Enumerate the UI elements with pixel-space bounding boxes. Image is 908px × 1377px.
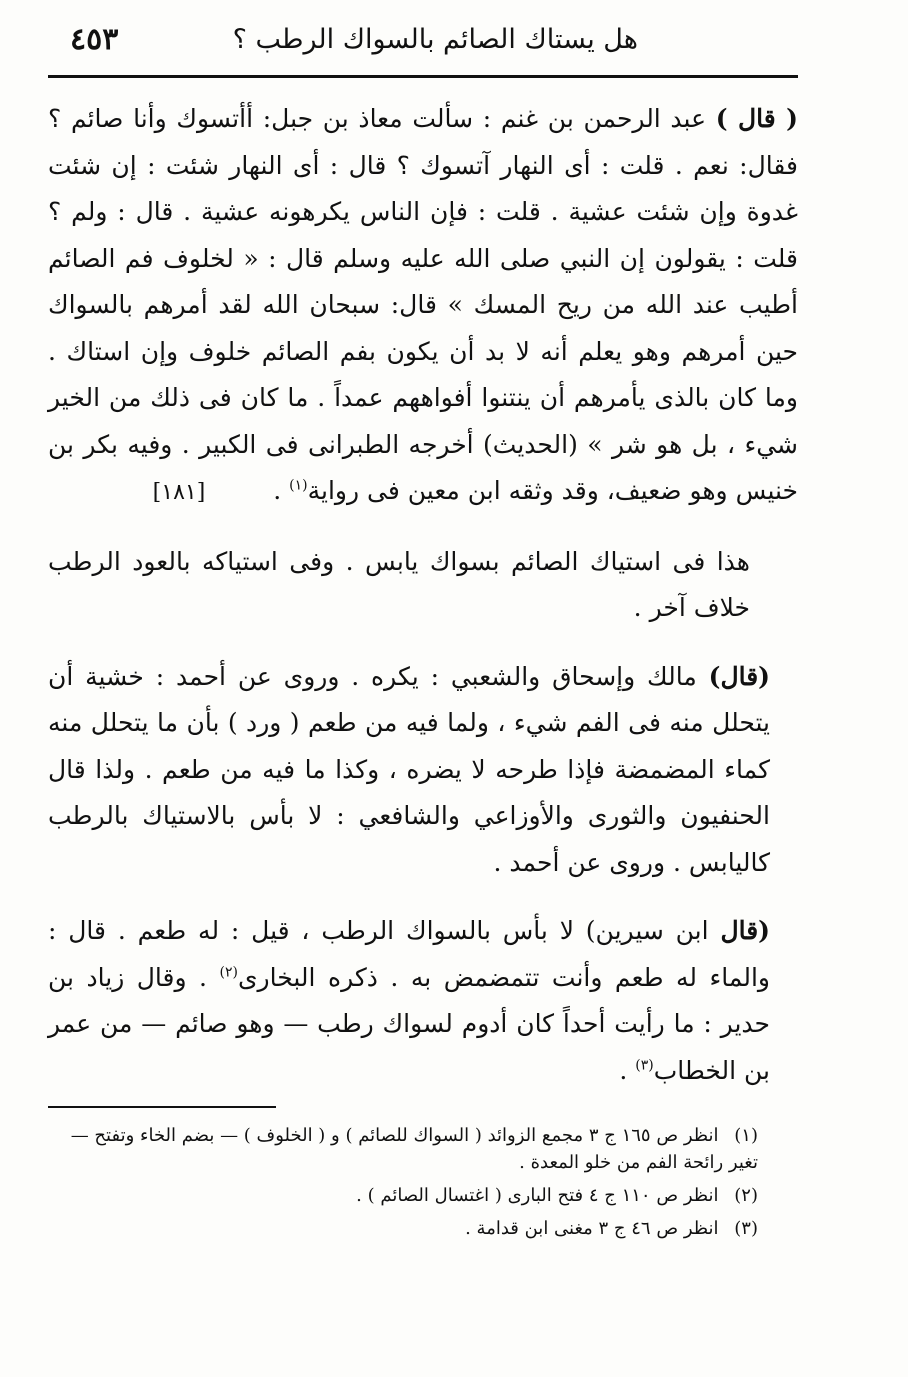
- footnote-mark[interactable]: (٣): [635, 1057, 654, 1074]
- footnotes: [48, 1122, 798, 1248]
- paragraph-tail: .: [619, 1055, 636, 1085]
- hadith-reference-number: [١٨١]: [152, 480, 206, 505]
- footnote-1: [48, 1122, 758, 1176]
- footnote-text: انظر ص ١١٠ ج ٤ فتح البارى ( اغتسال الصائم ) .: [356, 1185, 719, 1206]
- footnote-separator: [48, 1106, 276, 1108]
- paragraph-muadh-hadith: [48, 96, 798, 517]
- paragraph-lead: (قال): [708, 661, 770, 691]
- footnote-text: انظر ص ٤٦ ج ٣ مغنى ابن قدامة .: [465, 1218, 719, 1239]
- page-number: ٤٥٣: [70, 22, 119, 57]
- paragraph-tail: .: [273, 476, 290, 505]
- paragraph-text: هذا فى استياك الصائم بسواك يابس . وفى استياكه بالعود الرطب خلاف آخر .: [48, 546, 750, 622]
- footnote-number: (١): [734, 1125, 758, 1146]
- footnote-mark[interactable]: (١): [289, 477, 308, 494]
- footnote-text: انظر ص ١٦٥ ج ٣ مجمع الزوائد ( السواك للصائم ) و ( الخلوف ) — بضم الخاء وتفتح — تغير رائحة الفم من خلو المعدة .: [70, 1125, 758, 1173]
- header-rule: [48, 75, 798, 78]
- running-title: هل يستاك الصائم بالسواك الرطب ؟: [232, 24, 638, 55]
- paragraph-dry-vs-fresh: [48, 539, 798, 632]
- paragraph-lead: (قال: [720, 916, 770, 945]
- footnote-2: [48, 1182, 758, 1209]
- paragraph-ibn-sirin: [48, 908, 798, 1094]
- paragraph-text-continued: . وقال زياد بن حدير : ما رأيت أحداً كان أدوم لسواك رطب — وهو صائم — من عمر بن الخطاب: [48, 962, 770, 1085]
- footnote-number: (٣): [734, 1218, 758, 1239]
- paragraph-text: عبد الرحمن بن غنم : سألت معاذ بن جبل: أأتسوك وأنا صائم ؟ فقال: نعم . قلت : أى النهار آتسوك ؟ قال : أى النهار شئت : إن شئت غدوة وإن شئت عشية . قلت : فإن الناس يكرهونه عشية . قال : ولم ؟ قلت : يقولون إن النبي صلى الله عليه وسلم قال : « لخلوف فم الصائم أطيب عند الله من ريح المسك » قال: سبحان الله لقد أمرهم بالسواك حين أمرهم وهو يعلم أنه لا بد أن يكون بفم الصائم خلوف وإن استاك . وما كان بالذى يأمرهم أن ينتنوا أفواههم عمداً . ما كان فى ذلك من الخير شيء ، بل هو شر » (الحديث) أخرجه الطبرانى فى الكبير . وفيه بكر بن خنيس وهو ضعيف، وقد وثقه ابن معين فى رواية: [48, 104, 798, 505]
- page-header: [48, 22, 798, 68]
- paragraph-malik-opinion: [48, 654, 798, 887]
- paragraph-text: ابن سيرين) لا بأس بالسواك الرطب ، قيل : له طعم . قال : والماء له طعم وأنت تتمضمض به . ذكره البخارى: [48, 916, 770, 992]
- main-text: [48, 96, 798, 1094]
- footnote-number: (٢): [734, 1185, 758, 1206]
- paragraph-text: مالك وإسحاق والشعبي : يكره . وروى عن أحمد : خشية أن يتحلل منه فى الفم شيء ، ولما فيه من طعم ( ورد ) بأن ما يتحلل منه كماء المضمضة فإذا طرحه لا يضره ، وكذا ما فيه من طعم . ولذا قال الحنفيون والثورى والأوزاعي والشافعي : لا بأس بالاستياك بالرطب كاليابس . وروى عن أحمد .: [48, 661, 770, 877]
- paragraph-lead: ( قال ): [715, 104, 798, 133]
- footnote-3: [48, 1215, 758, 1242]
- footnote-mark[interactable]: (٢): [219, 964, 238, 981]
